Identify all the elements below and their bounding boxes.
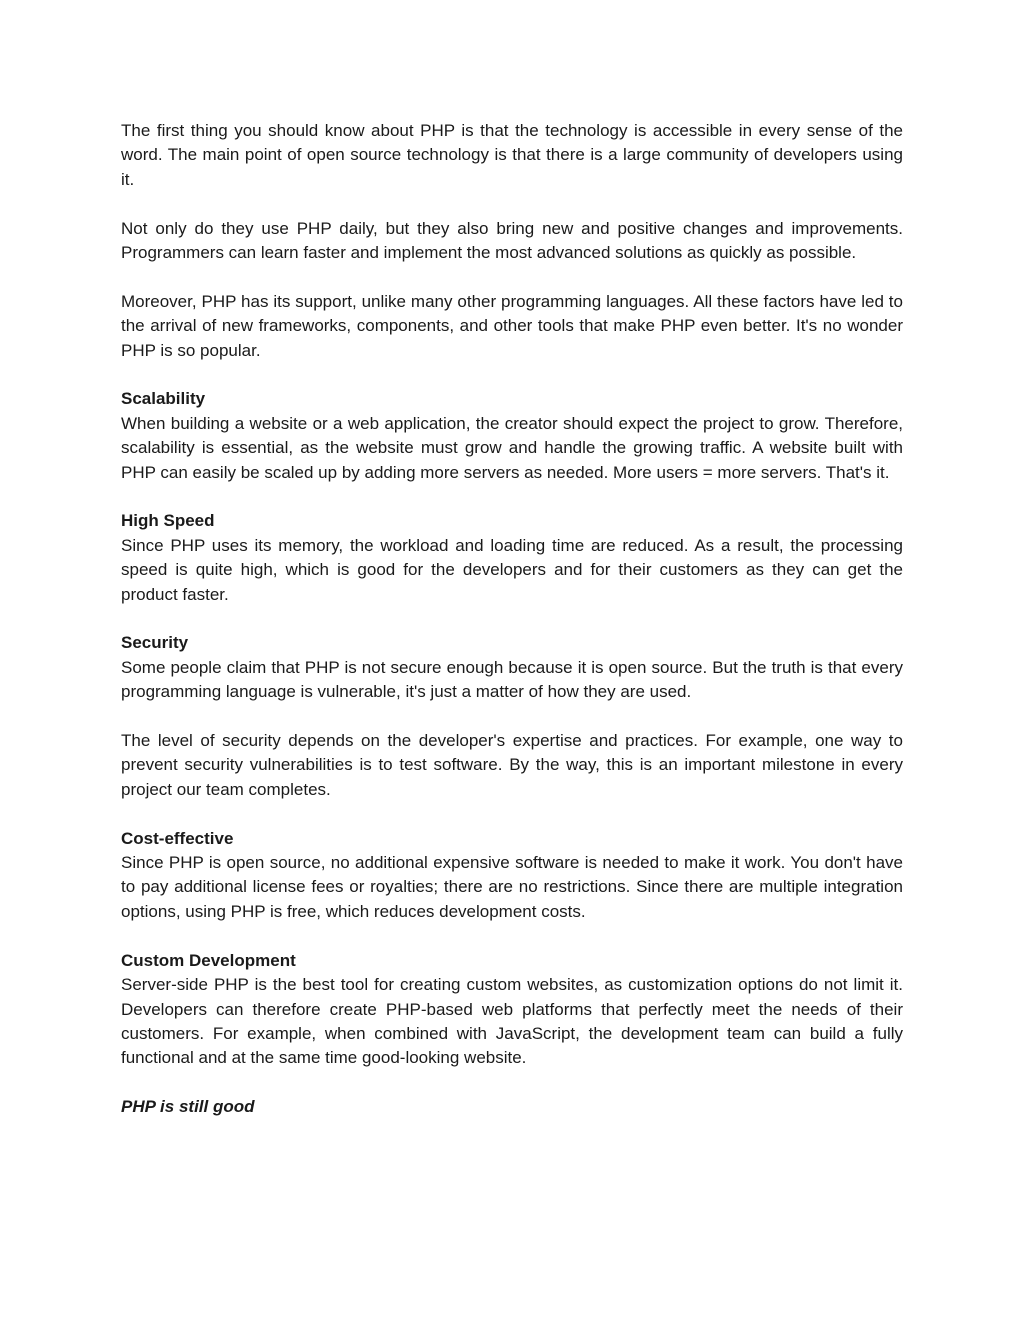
section-security bbox=[121, 631, 903, 704]
document-page bbox=[121, 119, 903, 1120]
section-heading: Security bbox=[121, 633, 189, 653]
intro-paragraph-1: The first thing you should know about PHP is that the technology is accessible in every sense of the word. The main point of open source technology is that there is a large community of developers using it. bbox=[121, 121, 903, 189]
closing-heading: PHP is still good bbox=[121, 1097, 255, 1117]
section-high-speed bbox=[121, 509, 903, 607]
section-cost-effective bbox=[121, 827, 903, 925]
security-extra-paragraph: The level of security depends on the developer's expertise and practices. For example, one way to prevent security vulnerabilities is to test software. By the way, this is an important milestone in every project our team completes. bbox=[121, 731, 903, 799]
intro-paragraph-3: Moreover, PHP has its support, unlike many other programming languages. All these factors have led to the arrival of new frameworks, components, and other tools that make PHP even better. It's no wonder PHP is so popular. bbox=[121, 291, 903, 360]
section-body: Since PHP is open source, no additional expensive software is needed to make it work. You don't have to pay additional license fees or royalties; there are no restrictions. Since there are multiple integration options, using PHP is free, which reduces development costs. bbox=[121, 853, 903, 921]
section-heading: High Speed bbox=[121, 511, 215, 531]
section-scalability bbox=[121, 387, 903, 485]
intro-paragraph-2: Not only do they use PHP daily, but they also bring new and positive changes and improvements. Programmers can learn faster and implement the most advanced solutions as quickly as possible. bbox=[121, 218, 903, 263]
section-heading: Scalability bbox=[121, 389, 206, 409]
section-body: When building a website or a web application, the creator should expect the project to grow. Therefore, scalability is essential, as the website must grow and handle the growing traffic. A website built with PHP can easily be scaled up by adding more servers as needed. More users = more servers. That's it. bbox=[121, 413, 903, 482]
section-body: Server-side PHP is the best tool for creating custom websites, as customization options do not limit it. Developers can therefore create PHP-based web platforms that perfectly meet the needs of their customers. For example, when combined with JavaScript, the development team can build a fully functional and at the same time good-looking website. bbox=[121, 975, 903, 1068]
section-heading: Custom Development bbox=[121, 950, 296, 970]
section-body: Some people claim that PHP is not secure enough because it is open source. But the truth is that every programming language is vulnerable, it's just a matter of how they are used. bbox=[121, 657, 903, 702]
section-heading: Cost-effective bbox=[121, 828, 234, 848]
section-body: Since PHP uses its memory, the workload and loading time are reduced. As a result, the processing speed is quite high, which is good for the developers and for their customers as they can get the product faster. bbox=[121, 535, 903, 604]
section-custom-development bbox=[121, 949, 903, 1071]
